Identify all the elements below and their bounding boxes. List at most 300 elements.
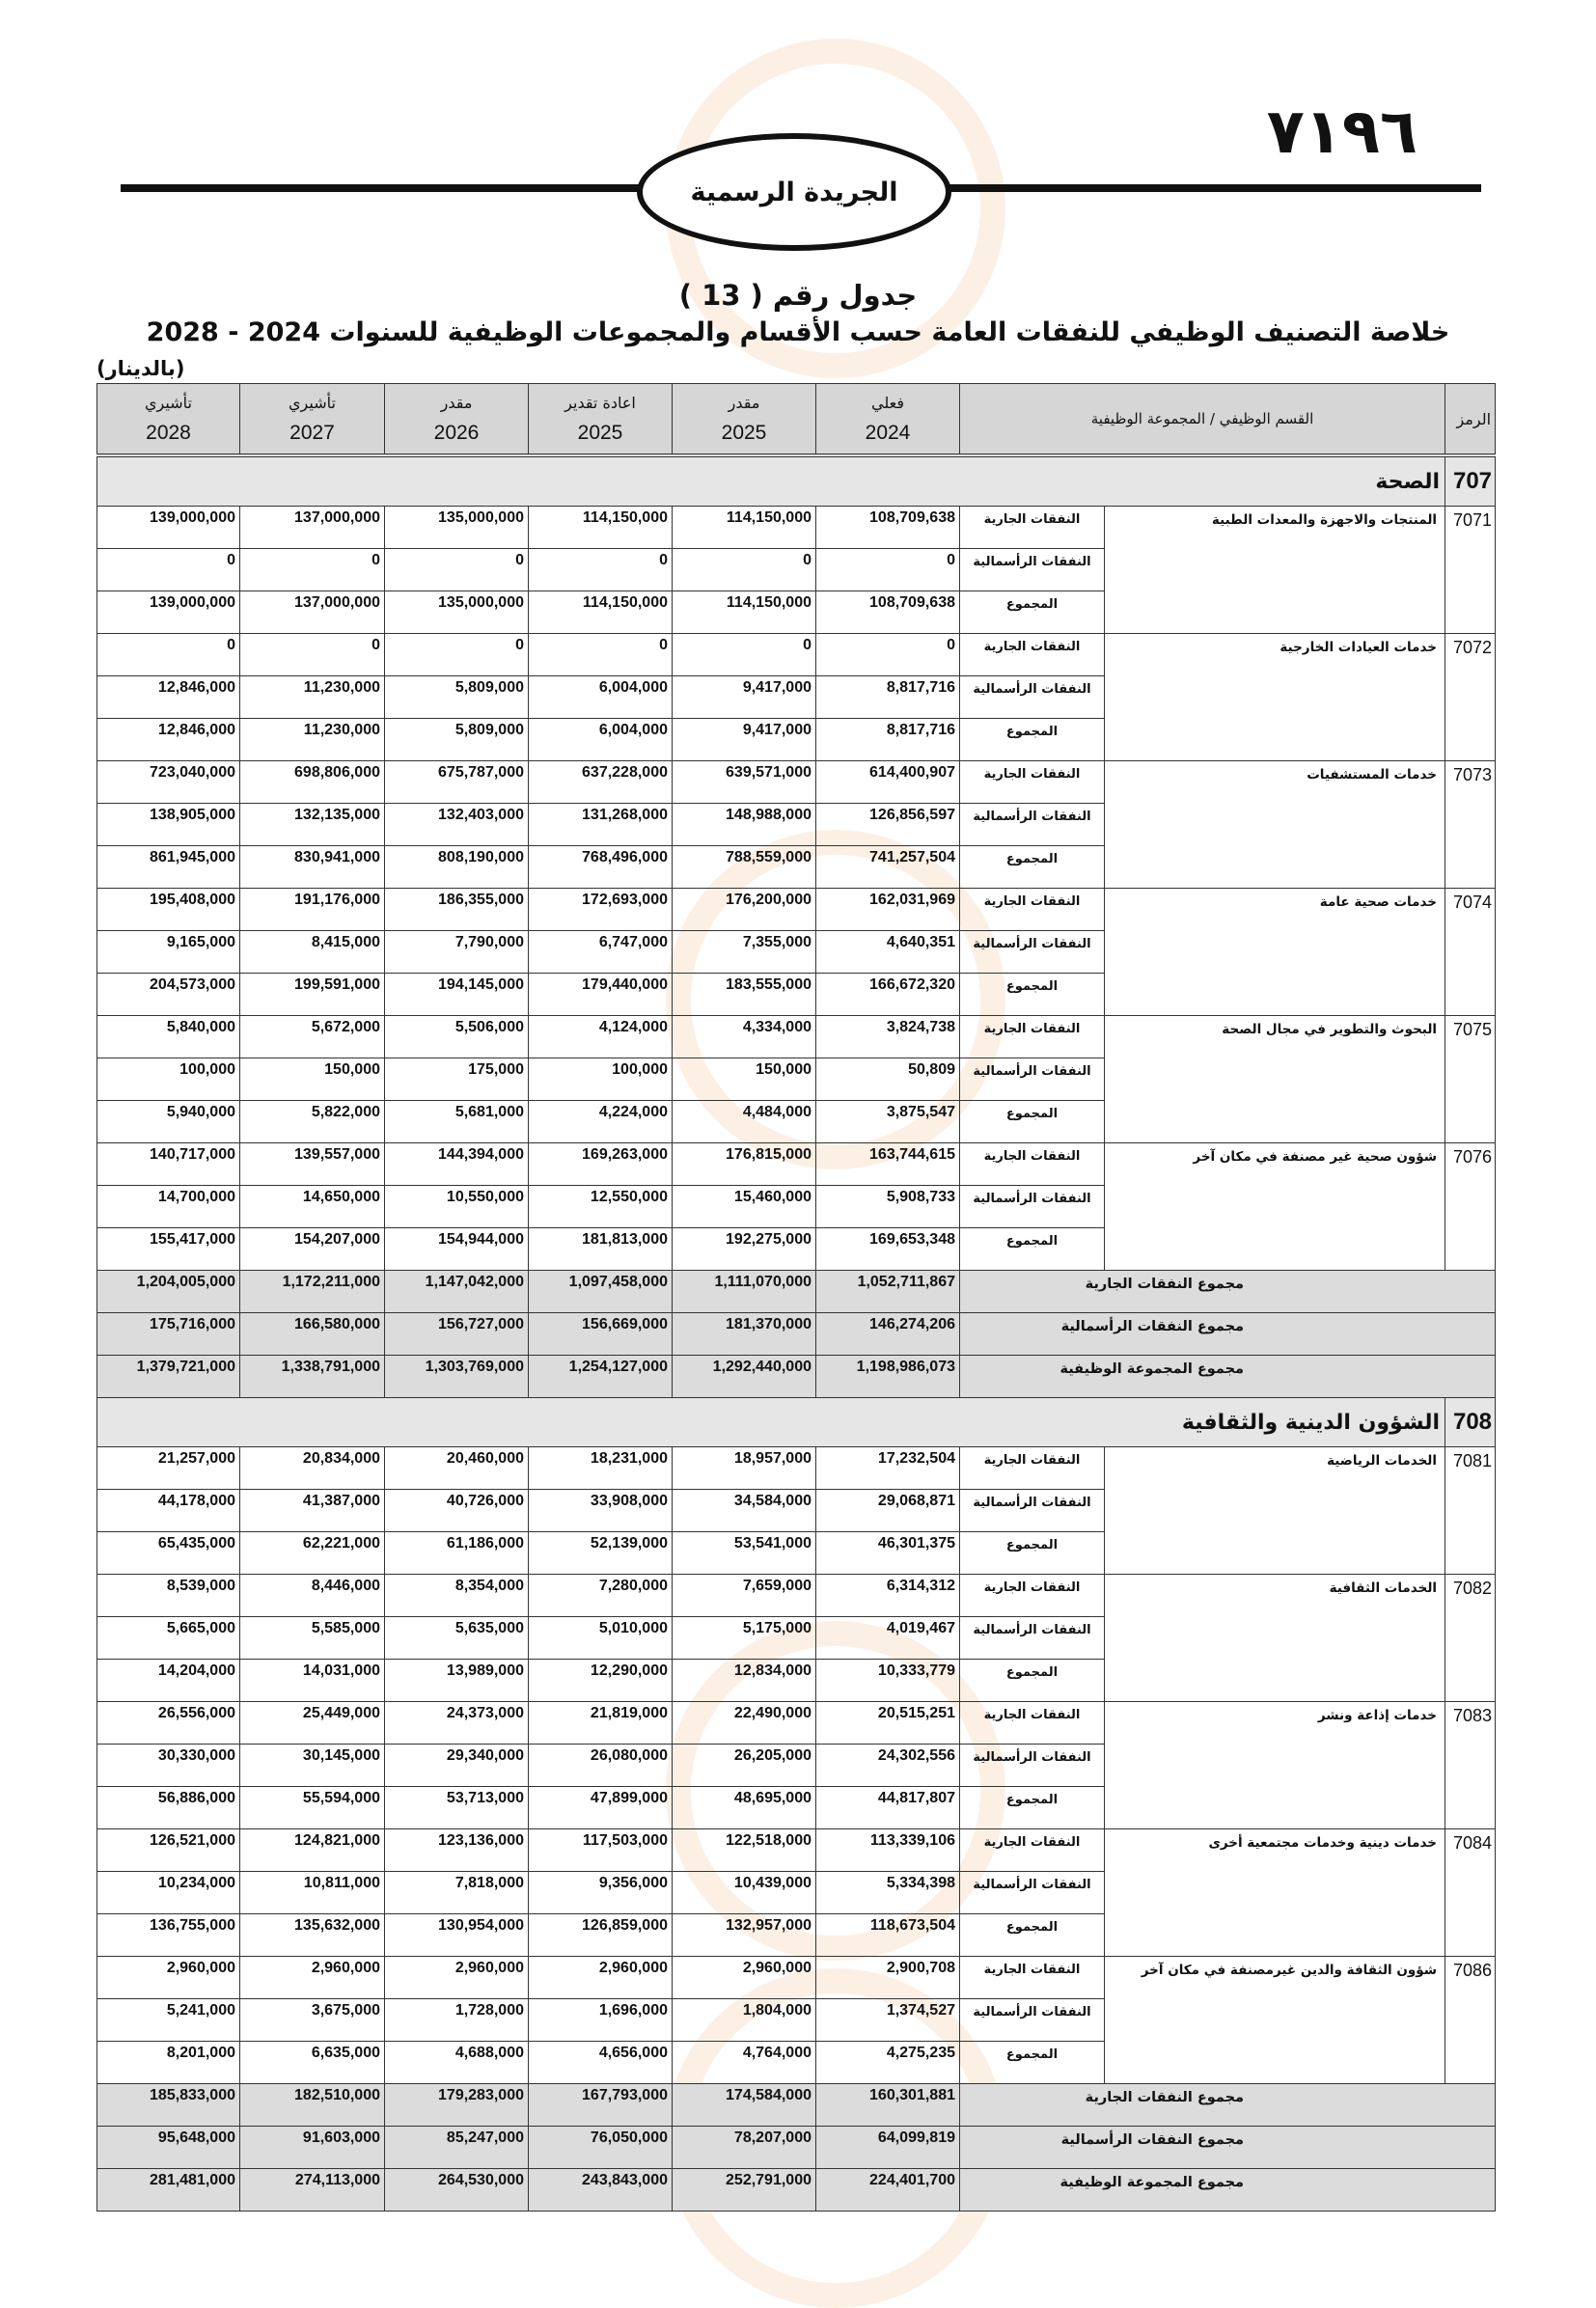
value-cell [240,1143,385,1186]
value-cell [816,931,960,974]
value-text: 4,224,000 [598,1104,668,1120]
value-cell [529,1186,673,1228]
value-text: 148,988,000 [726,807,812,823]
value-text: 5,585,000 [311,1620,380,1636]
value-cell [673,1271,816,1313]
value-cell [97,1101,240,1143]
value-cell [816,2084,960,2127]
group-name: المنتجات والاجهزة والمعدات الطبية [1105,507,1445,634]
value-text: 40,726,000 [446,1493,524,1509]
value-cell [673,507,816,549]
value-cell [385,1490,529,1532]
value-text: 139,557,000 [294,1146,380,1163]
value-text: 185,833,000 [150,2087,235,2103]
row-label: النفقات الجارية [960,1575,1105,1617]
value-text: 2,900,708 [886,1960,955,1976]
value-cell [673,2042,816,2084]
value-cell [97,1532,240,1575]
total-label [960,2169,1496,2212]
value-text: 1,303,769,000 [425,1359,524,1375]
value-text: 135,000,000 [438,594,524,611]
value-text: 47,899,000 [590,1790,668,1806]
value-text: 5,175,000 [742,1620,812,1636]
value-cell [97,1872,240,1914]
value-text: 7,818,000 [454,1875,524,1891]
value-text: 0 [515,637,524,653]
group-name: الخدمات الثقافية [1105,1575,1445,1702]
value-text: 126,856,597 [869,807,955,823]
value-text: 12,290,000 [590,1662,668,1679]
value-text: 0 [803,552,812,568]
row-label: النفقات الجارية [960,634,1105,676]
row-label: النفقات الرأسمالية [960,1490,1105,1532]
value-cell [816,1532,960,1575]
value-cell [673,2084,816,2127]
value-cell [529,1356,673,1398]
value-text: 64,099,819 [877,2129,955,2146]
value-text: 117,503,000 [582,1832,668,1849]
value-cell [385,974,529,1016]
value-cell [816,1999,960,2042]
value-cell [385,1101,529,1143]
value-text: 0 [371,552,380,568]
value-cell [97,1228,240,1271]
group-code: 7083 [1445,1702,1496,1829]
gazette-emblem [637,133,951,251]
value-text: 0 [515,552,524,568]
row-label: النفقات الجارية [960,1957,1105,1999]
value-text: 1,254,127,000 [568,1359,668,1375]
value-cell [673,1787,816,1829]
value-cell [240,1313,385,1356]
value-text: 1,374,527 [886,2002,955,2019]
value-text: 163,744,615 [869,1146,955,1163]
value-text: 41,387,000 [302,1493,380,1509]
value-cell [385,846,529,889]
value-text: 100,000 [612,1061,668,1078]
value-text: 0 [659,637,668,653]
value-cell [816,1016,960,1058]
value-cell [816,1356,960,1398]
col-year: 2025 [577,421,623,444]
value-cell [240,507,385,549]
value-text: 65,435,000 [157,1535,235,1552]
value-text: 1,111,070,000 [714,1274,812,1290]
value-cell [673,1914,816,1957]
value-text: 154,207,000 [294,1231,380,1248]
value-cell [673,804,816,846]
table-body [97,455,1496,2212]
value-text: 132,957,000 [726,1917,812,1934]
value-text: 5,506,000 [454,1019,524,1035]
value-text: 1,147,042,000 [425,1274,524,1290]
value-text: 162,031,969 [869,892,955,908]
value-text: 12,846,000 [157,679,235,696]
value-cell [97,2042,240,2084]
value-text: 4,124,000 [598,1019,668,1035]
value-text: 2,960,000 [166,1960,235,1976]
value-text: 5,672,000 [311,1019,380,1035]
value-cell [385,1447,529,1490]
value-cell [97,1660,240,1702]
value-text: 186,355,000 [438,892,524,908]
total-label [960,1271,1496,1313]
value-cell [816,634,960,676]
value-cell [816,1745,960,1787]
value-text: 21,257,000 [157,1450,235,1467]
table-row [97,1143,1496,1186]
value-cell [673,1058,816,1101]
table-row [97,1447,1496,1490]
value-cell [529,931,673,974]
value-text: 14,031,000 [302,1662,380,1679]
value-text: 167,793,000 [582,2087,668,2103]
value-cell [529,846,673,889]
section-name: الصحة [97,455,1445,507]
value-cell [816,2127,960,2169]
value-text: 252,791,000 [726,2172,812,2188]
total-label-text: مجموع المجموعة الوظيفية [1059,2175,1245,2190]
value-cell [529,1829,673,1872]
value-cell [97,1490,240,1532]
gazette-name: الجريدة الرسمية [690,177,898,207]
total-row [97,1356,1496,1398]
value-text: 132,135,000 [294,807,380,823]
value-text: 53,713,000 [446,1790,524,1806]
value-cell [816,1575,960,1617]
value-text: 26,080,000 [590,1747,668,1764]
value-cell [97,2084,240,2127]
value-cell [529,1914,673,1957]
value-cell [673,1872,816,1914]
table-row [97,761,1496,804]
value-cell [240,1617,385,1660]
value-text: 9,417,000 [742,679,812,696]
value-cell [240,1829,385,1872]
col-header-year [240,384,385,456]
col-type: اعادة تقدير [564,393,636,412]
value-text: 48,695,000 [733,1790,812,1806]
value-text: 10,234,000 [157,1875,235,1891]
value-text: 126,859,000 [582,1917,668,1934]
value-cell [529,804,673,846]
value-text: 33,908,000 [590,1493,668,1509]
value-text: 118,673,504 [869,1917,955,1934]
value-text: 264,530,000 [438,2172,524,2188]
value-cell [97,846,240,889]
row-label: المجموع [960,591,1105,634]
value-cell [816,1143,960,1186]
value-cell [385,1999,529,2042]
col-header-year [673,384,816,456]
value-text: 144,394,000 [438,1146,524,1163]
value-text: 135,632,000 [294,1917,380,1934]
value-text: 146,274,206 [869,1316,955,1333]
value-text: 830,941,000 [294,849,380,866]
total-label [960,2084,1496,2127]
value-text: 150,000 [756,1061,812,1078]
value-text: 2,960,000 [454,1960,524,1976]
value-cell [385,1058,529,1101]
group-code: 7075 [1445,1016,1496,1143]
section-row [97,1398,1496,1447]
value-text: 114,150,000 [726,509,812,526]
table-number: جدول رقم ( 13 ) [678,279,918,312]
value-text: 20,515,251 [877,1705,955,1721]
value-cell [673,1660,816,1702]
value-cell [529,1957,673,1999]
value-cell [97,1702,240,1745]
value-text: 6,004,000 [598,722,668,738]
value-text: 3,875,547 [886,1104,955,1120]
group-name: خدمات العيادات الخارجية [1105,634,1445,761]
value-cell [240,761,385,804]
value-cell [673,719,816,761]
value-cell [385,1016,529,1058]
table-row [97,1957,1496,1999]
value-cell [385,1228,529,1271]
table-row [97,634,1496,676]
value-cell [673,1617,816,1660]
value-cell [385,1356,529,1398]
value-cell [240,2169,385,2212]
value-cell [673,1745,816,1787]
value-cell [816,1957,960,1999]
value-text: 130,954,000 [438,1917,524,1934]
row-label: النفقات الجارية [960,1143,1105,1186]
value-text: 0 [227,637,235,653]
value-text: 24,302,556 [877,1747,955,1764]
value-cell [385,591,529,634]
col-year: 2025 [721,421,767,444]
value-cell [816,804,960,846]
value-text: 169,653,348 [869,1231,955,1248]
value-cell [816,1058,960,1101]
value-text: 61,186,000 [446,1535,524,1552]
value-cell [529,1872,673,1914]
value-text: 6,635,000 [311,2045,380,2061]
value-text: 85,247,000 [446,2129,524,2146]
value-text: 14,204,000 [157,1662,235,1679]
value-text: 637,228,000 [582,764,668,781]
value-cell [673,1101,816,1143]
value-cell [385,889,529,931]
value-cell [529,1313,673,1356]
value-cell [529,507,673,549]
value-text: 91,603,000 [302,2129,380,2146]
value-text: 78,207,000 [733,2129,812,2146]
value-text: 0 [803,637,812,653]
value-text: 44,817,807 [877,1790,955,1806]
group-name: شؤون صحية غير مصنفة في مكان آخر [1105,1143,1445,1271]
value-cell [673,1016,816,1058]
value-text: 175,716,000 [150,1316,235,1333]
value-text: 10,550,000 [446,1189,524,1205]
value-cell [97,549,240,591]
col-year: 2028 [146,421,191,444]
value-cell [529,2084,673,2127]
value-text: 114,150,000 [582,509,668,526]
value-text: 4,656,000 [598,2045,668,2061]
group-name: شؤون الثقافة والدين غيرمصنفة في مكان آخر [1105,1957,1445,2084]
value-text: 137,000,000 [294,594,380,611]
value-text: 0 [371,637,380,653]
value-cell [97,1787,240,1829]
value-cell [529,1660,673,1702]
value-cell [97,889,240,931]
value-cell [385,549,529,591]
total-row [97,2169,1496,2212]
value-text: 34,584,000 [733,1493,812,1509]
row-label: النفقات الجارية [960,507,1105,549]
group-name: البحوث والتطوير في مجال الصحة [1105,1016,1445,1143]
value-text: 18,231,000 [590,1450,668,1467]
value-text: 1,172,211,000 [282,1274,380,1290]
row-label: النفقات الجارية [960,1829,1105,1872]
value-cell [97,1356,240,1398]
value-text: 11,230,000 [303,679,380,696]
total-row [97,1313,1496,1356]
value-cell [385,1787,529,1829]
value-text: 698,806,000 [294,764,380,781]
col-header-year [97,384,240,456]
total-label [960,2127,1496,2169]
col-year: 2024 [865,421,911,444]
group-code: 7081 [1445,1447,1496,1575]
value-text: 29,068,871 [877,1493,955,1509]
value-text: 5,635,000 [454,1620,524,1636]
value-cell [529,1101,673,1143]
value-text: 8,817,716 [886,679,955,696]
value-text: 1,338,791,000 [281,1359,380,1375]
row-label: النفقات الرأسمالية [960,1999,1105,2042]
value-cell [529,591,673,634]
value-cell [240,1745,385,1787]
value-text: 20,834,000 [302,1450,380,1467]
value-cell [673,1228,816,1271]
row-label: المجموع [960,2042,1105,2084]
value-text: 181,370,000 [726,1316,812,1333]
value-cell [816,1872,960,1914]
value-text: 1,292,440,000 [712,1359,812,1375]
value-cell [240,846,385,889]
value-text: 179,283,000 [438,2087,524,2103]
value-text: 12,846,000 [157,722,235,738]
value-cell [385,1271,529,1313]
value-cell [529,889,673,931]
value-text: 5,681,000 [454,1104,524,1120]
value-cell [816,761,960,804]
value-cell [529,1228,673,1271]
value-cell [97,1999,240,2042]
table-row [97,889,1496,931]
value-cell [385,1702,529,1745]
value-text: 10,811,000 [303,1875,380,1891]
value-cell [673,889,816,931]
value-text: 9,356,000 [598,1875,668,1891]
value-cell [673,1829,816,1872]
value-text: 191,176,000 [294,892,380,908]
row-label: المجموع [960,1228,1105,1271]
value-cell [240,1271,385,1313]
value-text: 10,333,779 [877,1662,955,1679]
value-cell [240,2084,385,2127]
value-cell [385,1532,529,1575]
value-text: 808,190,000 [438,849,524,866]
value-cell [529,1490,673,1532]
value-cell [385,634,529,676]
value-text: 741,257,504 [869,849,955,866]
value-text: 53,541,000 [733,1535,812,1552]
value-cell [529,2042,673,2084]
value-cell [240,804,385,846]
value-text: 1,804,000 [742,2002,812,2019]
total-label-text: مجموع النفقات الجارية [1085,1277,1245,1292]
value-cell [529,634,673,676]
value-text: 13,989,000 [446,1662,524,1679]
value-cell [240,1999,385,2042]
value-cell [816,1660,960,1702]
value-cell [385,1872,529,1914]
value-cell [529,549,673,591]
value-cell [816,549,960,591]
value-text: 172,693,000 [582,892,668,908]
expenditure-table [96,383,1496,2212]
row-label: النفقات الرأسمالية [960,804,1105,846]
value-cell [385,931,529,974]
value-text: 154,944,000 [438,1231,524,1248]
value-cell [97,676,240,719]
value-text: 179,440,000 [582,976,668,993]
value-cell [816,1186,960,1228]
value-cell [97,1617,240,1660]
value-cell [97,1143,240,1186]
value-cell [529,1575,673,1617]
value-cell [529,1447,673,1490]
value-cell [385,1957,529,1999]
value-cell [816,676,960,719]
value-text: 5,809,000 [454,722,524,738]
group-code: 7084 [1445,1829,1496,1957]
value-cell [240,1490,385,1532]
value-cell [97,719,240,761]
value-cell [240,1914,385,1957]
value-text: 768,496,000 [582,849,668,866]
value-text: 8,201,000 [166,2045,235,2061]
value-cell [385,1914,529,1957]
value-cell [673,1186,816,1228]
value-text: 10,439,000 [733,1875,812,1891]
row-label: المجموع [960,1101,1105,1143]
value-text: 7,280,000 [598,1578,668,1594]
row-label: النفقات الجارية [960,1016,1105,1058]
value-cell [673,974,816,1016]
value-cell [97,634,240,676]
value-cell [97,931,240,974]
value-cell [240,931,385,974]
value-cell [385,676,529,719]
value-text: 675,787,000 [438,764,524,781]
value-cell [385,719,529,761]
value-text: 122,518,000 [726,1832,812,1849]
value-cell [240,1575,385,1617]
value-text: 1,198,986,073 [856,1359,955,1375]
col-header-code: الرمز [1445,384,1496,456]
col-header-description: القسم الوظيفي / المجموعة الوظيفية [960,384,1445,456]
value-text: 9,165,000 [166,934,235,950]
value-text: 140,717,000 [150,1146,235,1163]
value-cell [240,549,385,591]
